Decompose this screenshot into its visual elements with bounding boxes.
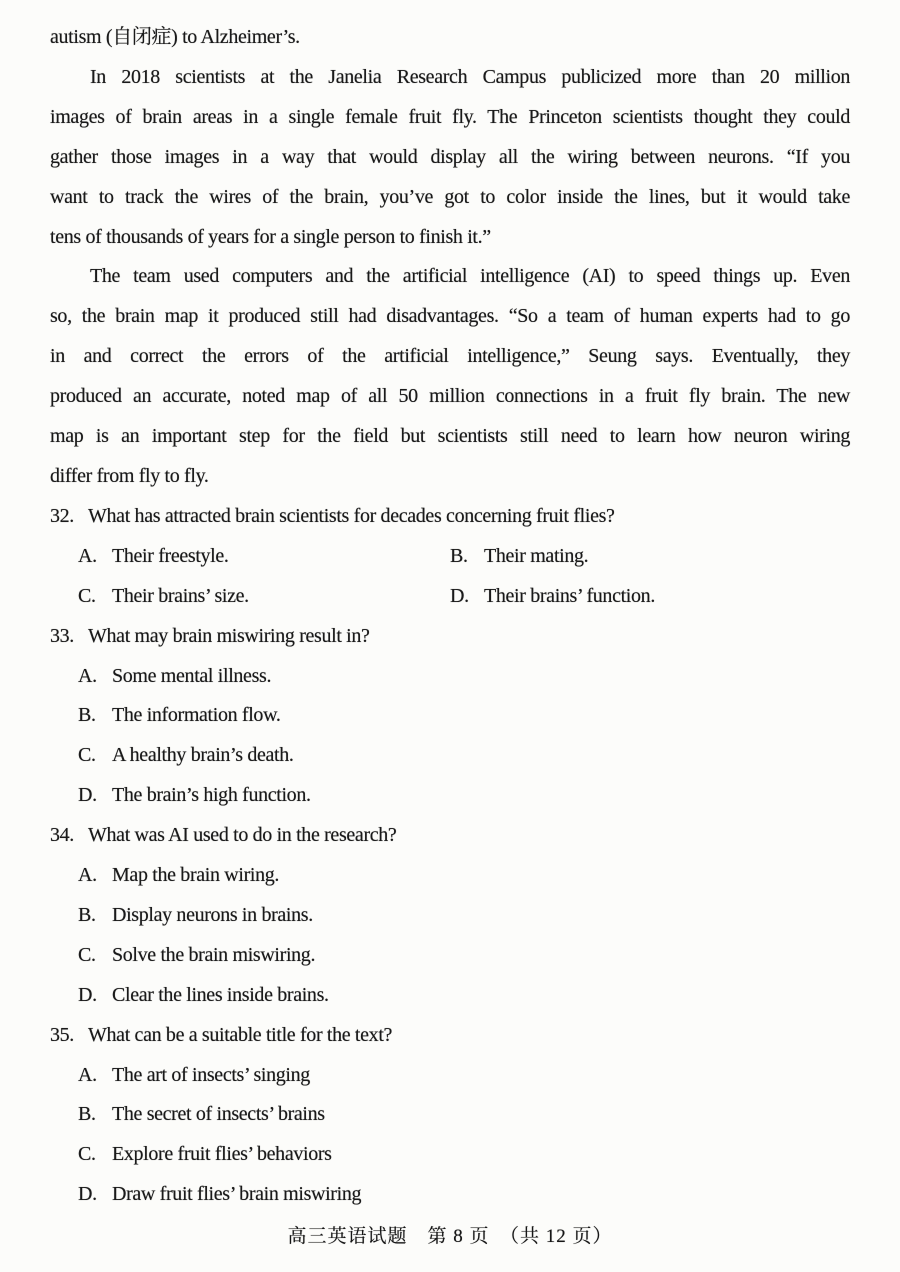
question-stem <box>50 617 850 657</box>
option-b <box>78 1095 325 1135</box>
option-row <box>50 1095 850 1135</box>
questions <box>50 497 850 1215</box>
option-text: Draw fruit flies’ brain miswiring <box>112 1183 362 1206</box>
option-a <box>78 537 450 577</box>
passage-line: gather those images in a way that would display all the wiring between neurons. “If you <box>50 145 850 168</box>
option-text: Display neurons in brains. <box>112 903 313 926</box>
paragraph <box>50 58 850 258</box>
question-stem <box>50 1016 850 1056</box>
option-c <box>78 736 294 776</box>
option-d <box>78 976 329 1016</box>
option-text: The art of insects’ singing <box>112 1063 310 1086</box>
option-label: C. <box>78 1143 96 1166</box>
option-b <box>450 537 588 577</box>
option-row <box>50 1175 850 1215</box>
option-text: Solve the brain miswiring. <box>112 943 316 966</box>
option-text: A healthy brain’s death. <box>112 744 294 767</box>
option-label: D. <box>78 983 97 1006</box>
question <box>50 497 850 617</box>
option-label: C. <box>78 943 96 966</box>
option-text: Explore fruit flies’ behaviors <box>112 1143 332 1166</box>
option-label: A. <box>78 664 97 687</box>
option-text: The secret of insects’ brains <box>112 1103 325 1126</box>
option-text: Their brains’ size. <box>112 584 249 607</box>
passage-line: In 2018 scientists at the Janelia Research Campus publicized more than 20 million <box>90 65 850 88</box>
option-row <box>50 856 850 896</box>
option-label: B. <box>78 704 96 727</box>
option-row <box>50 736 850 776</box>
option-d <box>450 577 655 617</box>
option-c <box>78 1135 332 1175</box>
passage-line: The team used computers and the artificial intelligence (AI) to speed things up. Even <box>90 265 850 288</box>
option-label: A. <box>78 544 97 567</box>
question-number: 34. <box>50 824 74 847</box>
passage-line: want to track the wires of the brain, you’ve got to color inside the lines, but it would take <box>50 185 850 208</box>
question-number: 35. <box>50 1023 74 1046</box>
option-row <box>50 936 850 976</box>
option-label: A. <box>78 864 97 887</box>
question <box>50 816 850 1016</box>
passage <box>50 18 850 497</box>
option-row <box>50 776 850 816</box>
question <box>50 1016 850 1216</box>
option-a <box>78 856 279 896</box>
option-d <box>78 1175 361 1215</box>
option-label: A. <box>78 1063 97 1086</box>
option-text: Their brains’ function. <box>484 584 655 607</box>
passage-line: differ from fly to fly. <box>50 464 209 487</box>
question-number: 32. <box>50 504 74 527</box>
option-a <box>78 1056 310 1096</box>
option-c <box>78 577 450 617</box>
option-text: Their mating. <box>484 544 589 567</box>
option-text: The brain’s high function. <box>112 784 311 807</box>
option-text: Clear the lines inside brains. <box>112 983 329 1006</box>
option-text: Their freestyle. <box>112 544 229 567</box>
option-b <box>78 896 313 936</box>
question-text: What was AI used to do in the research? <box>88 824 397 847</box>
option-label: B. <box>78 1103 96 1126</box>
option-text: Map the brain wiring. <box>112 864 280 887</box>
option-row <box>50 696 850 736</box>
question-text: What may brain miswiring result in? <box>88 624 370 647</box>
option-label: D. <box>78 1183 97 1206</box>
question-text: What can be a suitable title for the text? <box>88 1023 393 1046</box>
option-d <box>78 776 311 816</box>
option-row <box>50 657 850 697</box>
option-row <box>50 976 850 1016</box>
passage-line: images of brain areas in a single female fruit fly. The Princeton scientists thought they could <box>50 105 850 128</box>
option-a <box>78 657 271 697</box>
option-row <box>50 1135 850 1175</box>
passage-line: produced an accurate, noted map of all 50 million connections in a fruit fly brain. The new <box>50 385 850 408</box>
option-row <box>50 577 850 617</box>
question-text: What has attracted brain scientists for decades concerning fruit flies? <box>88 504 615 527</box>
option-text: The information flow. <box>112 704 281 727</box>
option-b <box>78 696 281 736</box>
option-label: B. <box>450 544 468 567</box>
passage-line: in and correct the errors of the artificial intelligence,” Seung says. Eventually, they <box>50 345 850 368</box>
page-footer: 高三英语试题 第 8 页 （共 12 页） <box>287 1226 613 1247</box>
question-number: 33. <box>50 624 74 647</box>
question <box>50 617 850 817</box>
option-row <box>50 1056 850 1096</box>
paragraph <box>50 18 850 58</box>
option-label: D. <box>78 784 97 807</box>
option-label: C. <box>78 744 96 767</box>
passage-line: so, the brain map it produced still had disadvantages. “So a team of human experts had to go <box>50 305 850 328</box>
option-label: D. <box>450 584 469 607</box>
option-label: B. <box>78 903 96 926</box>
option-text: Some mental illness. <box>112 664 272 687</box>
question-stem <box>50 497 850 537</box>
option-label: C. <box>78 584 96 607</box>
paragraph <box>50 257 850 496</box>
passage-line: tens of thousands of years for a single person to finish it.” <box>50 225 491 248</box>
question-stem <box>50 816 850 856</box>
option-row <box>50 896 850 936</box>
passage-line: autism (自闭症) to Alzheimer’s. <box>50 26 300 48</box>
option-row <box>50 537 850 577</box>
page-content <box>50 18 850 1215</box>
passage-line: map is an important step for the field but scientists still need to learn how neuron wiring <box>50 425 850 448</box>
option-c <box>78 936 315 976</box>
